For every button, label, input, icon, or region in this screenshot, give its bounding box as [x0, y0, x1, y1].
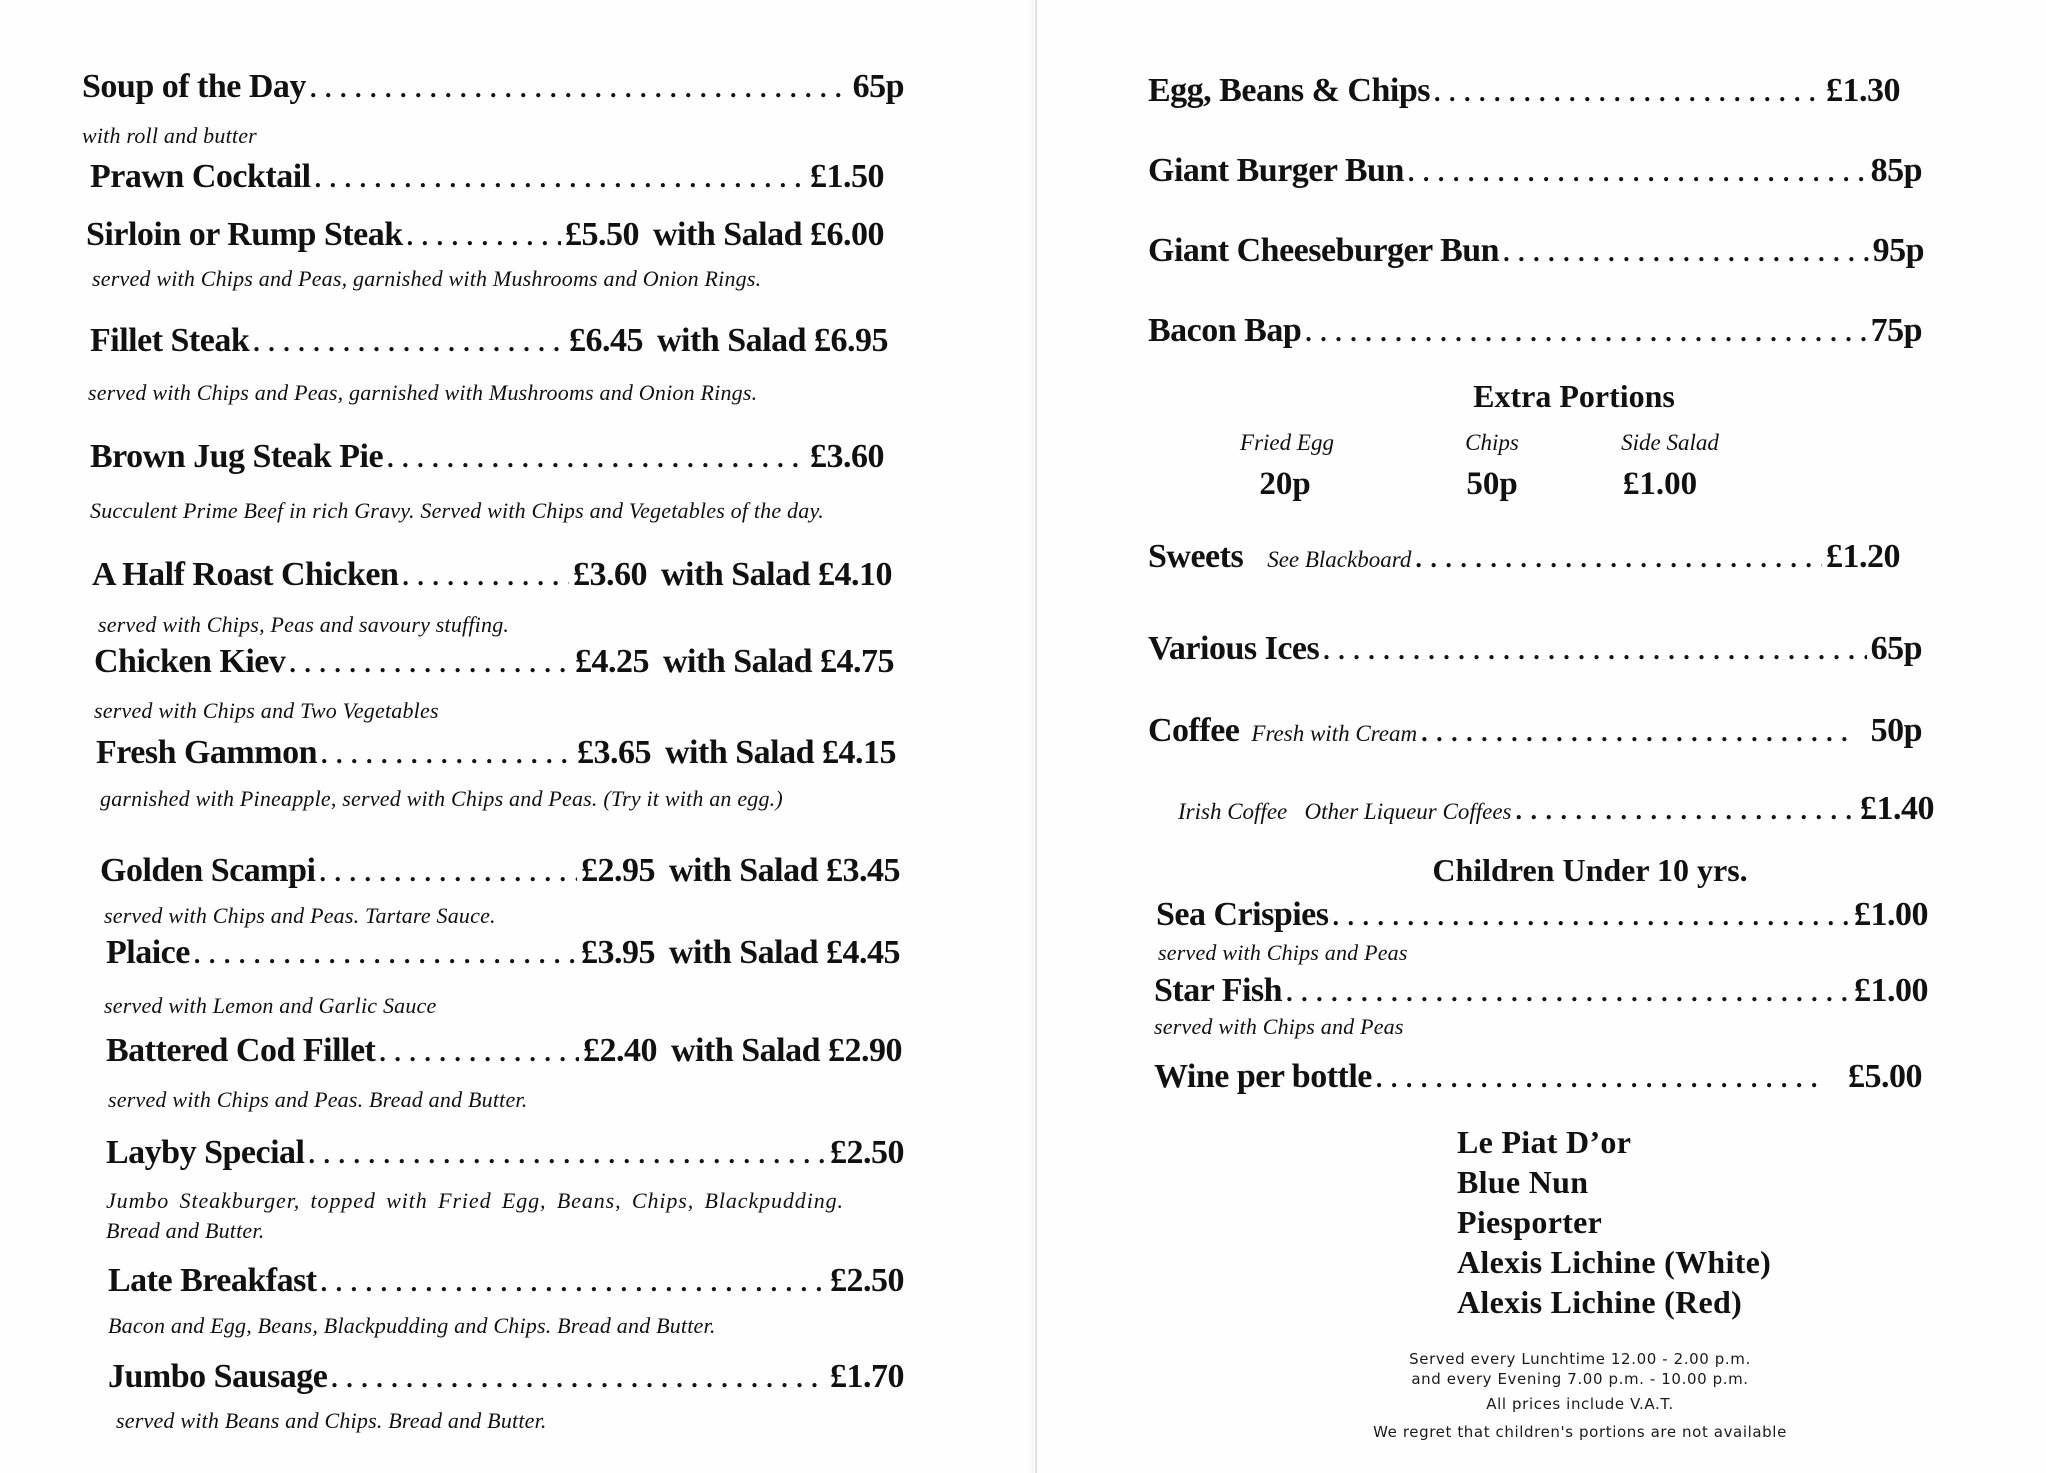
item-name: Sirloin or Rump Steak — [86, 216, 403, 253]
item-price: £1.50 — [810, 158, 884, 195]
item-name: Layby Special — [106, 1134, 305, 1171]
menu-item-sea-crispies — [1156, 896, 1928, 936]
menu-item-liqueur-coffees — [1178, 790, 1934, 830]
item-price: £2.50 — [830, 1134, 904, 1171]
item-price: £4.25 — [575, 643, 649, 680]
menu-item-prawn-cocktail — [90, 158, 884, 198]
item-price: £2.50 — [830, 1262, 904, 1299]
extra-label-chips: Chips — [1465, 430, 1519, 455]
dot-leader — [1305, 318, 1866, 348]
item-price: £3.95 — [581, 934, 655, 971]
menu-item-sirloin — [86, 216, 884, 256]
menu-item-steak-pie — [90, 438, 884, 478]
item-name: Wine per bottle — [1154, 1058, 1372, 1095]
dot-leader — [310, 74, 849, 104]
item-price: £1.20 — [1826, 538, 1900, 575]
salad-price: with Salad £4.45 — [669, 934, 900, 971]
extra-portions-heading: Extra Portions — [1473, 378, 1675, 414]
menu-item-bacon-bap — [1148, 312, 1922, 352]
menu-item-chicken-kiev — [94, 643, 894, 683]
item-name: Prawn Cocktail — [90, 158, 311, 195]
menu-item-giant-cheeseburger-bun — [1148, 232, 1924, 272]
item-price: £1.30 — [1826, 72, 1900, 109]
item-description: served with Chips and Peas, garnished with Mushrooms and Onion Rings. — [92, 266, 762, 291]
item-description: served with Lemon and Garlic Sauce — [104, 993, 437, 1018]
menu-item-late-breakfast — [108, 1262, 904, 1302]
wine-list-item: Blue Nun — [1457, 1164, 1589, 1200]
dot-leader — [402, 562, 569, 592]
salad-price: with Salad £3.45 — [669, 852, 900, 889]
item-name: Bacon Bap — [1148, 312, 1302, 349]
dot-leader — [315, 164, 806, 194]
menu-item-half-roast-chicken — [92, 556, 892, 596]
extra-label-fried-egg: Fried Egg — [1240, 430, 1334, 455]
wine-list-item: Alexis Lichine (White) — [1457, 1244, 1772, 1280]
salad-price: with Salad £4.10 — [661, 556, 892, 593]
footer-hours-evening: and every Evening 7.00 p.m. - 10.00 p.m. — [1411, 1370, 1749, 1388]
item-description: Jumbo Steakburger, topped with Fried Egg, Beans, Chips, Blackpudding. — [106, 1188, 844, 1213]
salad-price: with Salad £6.95 — [657, 322, 888, 359]
dot-leader — [321, 1268, 826, 1298]
item-note: Fresh with Cream — [1251, 721, 1418, 746]
item-name: Soup of the Day — [82, 68, 306, 105]
item-price: £1.70 — [830, 1358, 904, 1395]
extra-price-side-salad: £1.00 — [1622, 466, 1698, 502]
menu-item-sweets — [1148, 538, 1900, 578]
children-heading: Children Under 10 yrs. — [1432, 852, 1748, 888]
dot-leader — [1434, 78, 1822, 108]
extra-price-fried-egg: 20p — [1259, 466, 1311, 502]
dot-leader — [1515, 796, 1856, 826]
wine-list-item: Le Piat D’or — [1457, 1124, 1632, 1160]
item-price: 85p — [1870, 152, 1922, 189]
item-name: Late Breakfast — [108, 1262, 317, 1299]
item-price: 95p — [1872, 232, 1924, 269]
item-price: £3.65 — [577, 734, 651, 771]
salad-price: with Salad £4.75 — [663, 643, 894, 680]
item-name: Jumbo Sausage — [108, 1358, 328, 1395]
item-price: £5.50 — [565, 216, 639, 253]
dot-leader — [319, 858, 577, 888]
salad-price: with Salad £2.90 — [671, 1032, 902, 1069]
item-name: Egg, Beans & Chips — [1148, 72, 1430, 109]
item-description: garnished with Pineapple, served with Chips and Peas. (Try it with an egg.) — [100, 786, 783, 811]
dot-leader — [387, 444, 806, 474]
dot-leader — [407, 222, 561, 252]
item-name: Fresh Gammon — [96, 734, 317, 771]
dot-leader — [194, 940, 577, 970]
item-name: Brown Jug Steak Pie — [90, 438, 384, 475]
footer-hours-lunch: Served every Lunchtime 12.00 - 2.00 p.m. — [1409, 1350, 1751, 1368]
dot-leader — [1503, 238, 1869, 268]
menu-item-coffee — [1148, 712, 1922, 752]
salad-price: with Salad £4.15 — [665, 734, 896, 771]
menu-item-soup — [82, 68, 904, 108]
item-price: £3.60 — [573, 556, 647, 593]
footer-vat-note: All prices include V.A.T. — [1486, 1395, 1674, 1413]
item-description: Succulent Prime Beef in rich Gravy. Served with Chips and Vegetables of the day. — [90, 498, 824, 523]
item-description: served with Chips and Two Vegetables — [94, 698, 439, 723]
item-note: See Blackboard — [1267, 547, 1412, 572]
menu-item-battered-cod — [106, 1032, 902, 1072]
dot-leader — [1333, 902, 1851, 932]
item-description: Bacon and Egg, Beans, Blackpudding and Chips. Bread and Butter. — [108, 1313, 716, 1338]
menu-item-star-fish — [1154, 972, 1928, 1012]
dot-leader — [253, 328, 565, 358]
item-price: £2.40 — [583, 1032, 657, 1069]
dot-leader — [1286, 978, 1850, 1008]
item-name: Golden Scampi — [100, 852, 316, 889]
item-price: £1.00 — [1854, 972, 1928, 1009]
dot-leader — [1408, 158, 1867, 188]
dot-leader — [379, 1038, 579, 1068]
item-price: £1.00 — [1854, 896, 1928, 933]
menu-item-various-ices — [1148, 630, 1922, 670]
item-price: £1.40 — [1860, 790, 1934, 827]
dot-leader — [1323, 636, 1866, 666]
item-description: served with Chips and Peas — [1158, 940, 1408, 965]
dot-leader — [1376, 1064, 1818, 1094]
item-name: Irish Coffee Other Liqueur Coffees — [1178, 799, 1512, 824]
footer-children-note: We regret that children's portions are not available — [1373, 1423, 1787, 1441]
item-price: 65p — [1870, 630, 1922, 667]
item-price: 75p — [1870, 312, 1922, 349]
dot-leader — [331, 1364, 826, 1394]
salad-price: with Salad £6.00 — [653, 216, 884, 253]
menu-item-giant-burger-bun — [1148, 152, 1922, 192]
dot-leader — [1421, 718, 1847, 748]
menu-item-plaice — [106, 934, 900, 974]
menu-item-egg-beans-chips — [1148, 72, 1900, 112]
menu-item-fresh-gammon — [96, 734, 896, 774]
item-description: served with Chips, Peas and savoury stuffing. — [98, 612, 510, 637]
wine-list-item: Piesporter — [1457, 1204, 1603, 1240]
menu-item-jumbo-sausage — [108, 1358, 904, 1398]
extra-label-side-salad: Side Salad — [1621, 430, 1719, 455]
item-description: with roll and butter — [82, 123, 257, 148]
dot-leader — [321, 740, 573, 770]
item-name: Fillet Steak — [90, 322, 250, 359]
menu-item-golden-scampi — [100, 852, 900, 892]
item-price: 65p — [852, 68, 904, 105]
wine-list-item: Alexis Lichine (Red) — [1457, 1284, 1743, 1320]
item-name: Battered Cod Fillet — [106, 1032, 376, 1069]
dot-leader — [1415, 544, 1822, 574]
dot-leader — [289, 649, 571, 679]
item-price: £5.00 — [1848, 1058, 1922, 1095]
item-name: Various Ices — [1148, 630, 1320, 667]
extra-price-chips: 50p — [1466, 466, 1518, 502]
menu-item-fillet-steak — [90, 322, 888, 362]
item-price: £6.45 — [569, 322, 643, 359]
item-name: Sweets — [1148, 538, 1244, 575]
item-price: £3.60 — [810, 438, 884, 475]
item-name: Sea Crispies — [1156, 896, 1329, 933]
item-name: Star Fish — [1154, 972, 1283, 1009]
page-fold — [1035, 0, 1037, 1473]
item-description-line2: Bread and Butter. — [106, 1218, 265, 1243]
item-description: served with Chips and Peas. Bread and Butter. — [108, 1087, 528, 1112]
item-description: served with Chips and Peas. Tartare Sauce. — [104, 903, 496, 928]
menu-item-layby-special — [106, 1134, 904, 1174]
menu-item-wine — [1154, 1058, 1922, 1098]
item-description: served with Beans and Chips. Bread and Butter. — [116, 1408, 547, 1433]
item-price: 50p — [1870, 712, 1922, 749]
item-name: A Half Roast Chicken — [92, 556, 399, 593]
item-description: served with Chips and Peas — [1154, 1014, 1404, 1039]
item-name: Chicken Kiev — [94, 643, 286, 680]
dot-leader — [308, 1140, 826, 1170]
item-name: Coffee — [1148, 712, 1240, 749]
item-name: Giant Burger Bun — [1148, 152, 1404, 189]
item-description: served with Chips and Peas, garnished with Mushrooms and Onion Rings. — [88, 380, 758, 405]
item-name: Plaice — [106, 934, 190, 971]
item-name: Giant Cheeseburger Bun — [1148, 232, 1500, 269]
item-price: £2.95 — [581, 852, 655, 889]
